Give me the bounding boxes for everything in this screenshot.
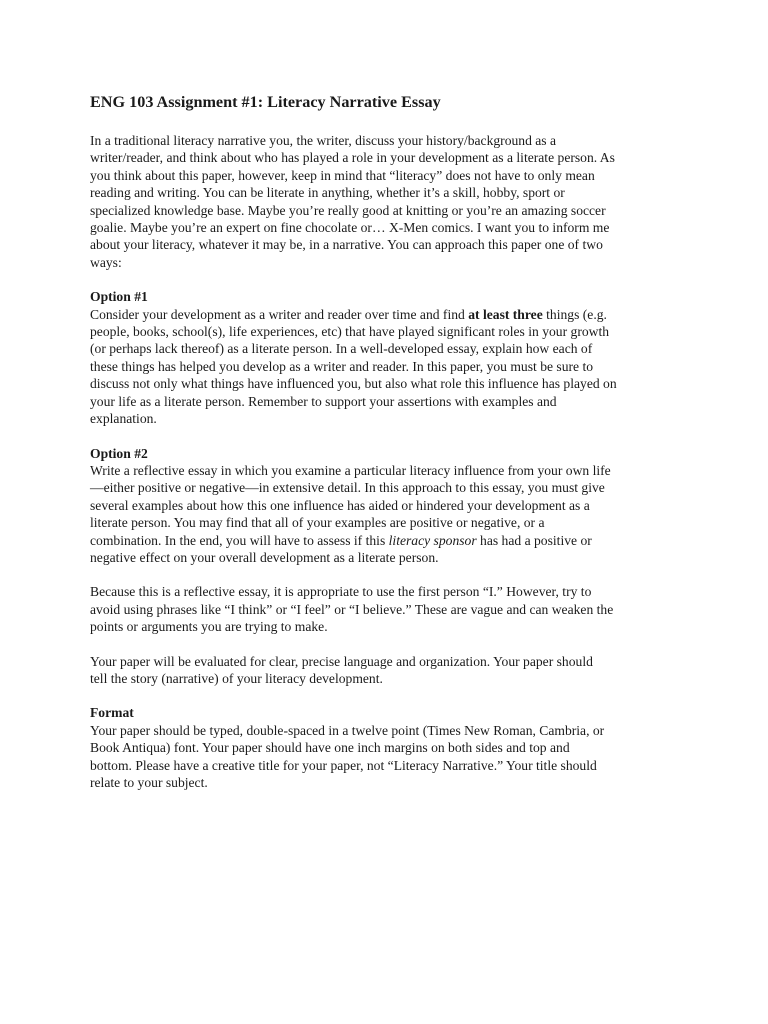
- reflective-line: avoid using phrases like “I think” or “I feel” or “I believe.” These are vague and can weaken the: [90, 601, 614, 617]
- evaluation-line: Your paper will be evaluated for clear, precise language and organization. Your paper should: [90, 653, 593, 669]
- option-1-line: explanation.: [90, 411, 157, 427]
- intro-line: ways:: [90, 254, 122, 270]
- format-section: [90, 704, 690, 791]
- option-2-text: has had a positive or: [476, 532, 592, 548]
- intro-paragraph: [90, 132, 690, 271]
- option-1-line: people, books, school(s), life experiences, etc) that have played significant roles in your growth: [90, 324, 610, 340]
- option-2-line: [90, 532, 690, 549]
- option-2-heading: Option #2: [90, 445, 148, 461]
- option-1-section: [90, 288, 690, 427]
- option-1-line: discuss not only what things have influenced you, but also what role this influence has played on: [90, 376, 617, 392]
- option-2-line: negative effect on your overall development as a literate person.: [90, 549, 439, 565]
- reflective-line: points or arguments you are trying to make.: [90, 619, 328, 635]
- format-line: bottom. Please have a creative title for your paper, not “Literacy Narrative.” Your title should: [90, 757, 597, 773]
- document-title: ENG 103 Assignment #1: Literacy Narrative Essay: [90, 93, 441, 111]
- format-line: Your paper should be typed, double-spaced in a twelve point (Times New Roman, Cambria, or: [90, 722, 605, 738]
- intro-line: In a traditional literacy narrative you, the writer, discuss your history/background as a: [90, 133, 557, 148]
- literacy-sponsor-term: literacy sponsor: [388, 532, 477, 548]
- format-heading: Format: [90, 705, 134, 721]
- intro-line: you think about this paper, however, keep in mind that “literacy” does not have to only mean: [90, 167, 595, 183]
- intro-line: writer/reader, and think about who has played a role in your development as a literate person. As: [90, 150, 615, 166]
- option-2-line: literate person. You may find that all of your examples are positive or negative, or a: [90, 515, 545, 531]
- intro-line: goalie. Maybe you’re an expert on fine chocolate or… X-Men comics. I want you to inform me: [90, 220, 610, 236]
- option-1-line: your life as a literate person. Remember to support your assertions with examples and: [90, 393, 557, 409]
- format-line: relate to your subject.: [90, 775, 208, 790]
- option-1-line: (or perhaps lack thereof) as a literate person. In a well-developed essay, explain how each of: [90, 341, 593, 357]
- option-2-line: Write a reflective essay in which you examine a particular literacy influence from your own life: [90, 462, 611, 478]
- option-2-line: several examples about how this one influence has aided or hindered your development as a: [90, 497, 590, 513]
- option-1-line: these things has helped you develop as a writer and reader. In this paper, you must be sure to: [90, 358, 594, 374]
- intro-line: reading and writing. You can be literate in anything, whether it’s a skill, hobby, sport or: [90, 185, 565, 201]
- option-1-line: [90, 306, 690, 323]
- format-line: Book Antiqua) font. Your paper should have one inch margins on both sides and top and: [90, 740, 570, 756]
- option-1-text: Consider your development as a writer and reader over time and find: [90, 306, 469, 322]
- option-2-section: [90, 445, 690, 567]
- evaluation-paragraph: [90, 653, 690, 688]
- reflective-paragraph: [90, 583, 690, 635]
- option-2-line: —either positive or negative—in extensive detail. In this approach to this essay, you must give: [90, 480, 605, 496]
- intro-line: about your literacy, whatever it may be, in a narrative. You can approach this paper one of two: [90, 237, 603, 253]
- option-1-text: things (e.g.: [542, 306, 607, 322]
- option-2-text: combination. In the end, you will have to assess if this: [90, 532, 389, 548]
- document-page: [90, 92, 690, 808]
- evaluation-line: tell the story (narrative) of your literacy development.: [90, 670, 383, 686]
- intro-line: specialized knowledge base. Maybe you’re really good at knitting or you’re an amazing soccer: [90, 202, 606, 218]
- reflective-line: Because this is a reflective essay, it is appropriate to use the first person “I.” However, try to: [90, 584, 592, 600]
- option-1-emphasis: at least three: [468, 306, 543, 322]
- option-1-heading: Option #1: [90, 289, 148, 305]
